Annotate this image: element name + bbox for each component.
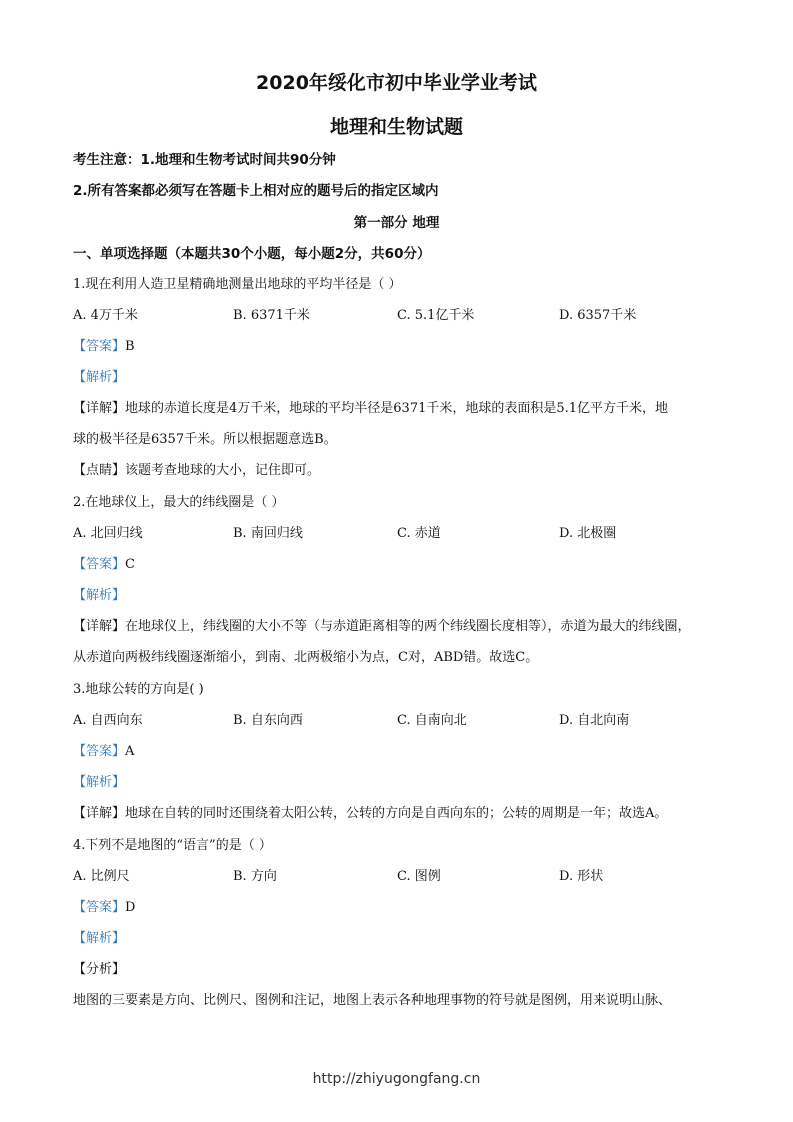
q4-fenxi-line-1: 地图的三要素是方向、比例尺、图例和注记，地图上表示各种地理事物的符号就是图例，用来说明山脉、	[73, 993, 672, 1008]
exam-title: 2020年绥化市初中毕业学业考试	[256, 72, 537, 94]
q2-option-a: A. 北回归线	[73, 526, 143, 541]
q3-option-c: C. 自南向北	[397, 713, 467, 728]
question-2: 2.在地球仪上，最大的纬线圈是（ ）	[73, 495, 285, 510]
q2-answer-value: C	[125, 557, 135, 572]
q3-answer	[73, 743, 723, 761]
q1-answer-value: B	[125, 339, 135, 354]
q2-option-d: D. 北极圈	[559, 526, 617, 541]
question-4: 4.下列不是地图的“语言”的是（ ）	[73, 838, 272, 853]
q1-option-a: A. 4万千米	[73, 308, 138, 323]
q1-detail-text-1: 地球的赤道长度是4万千米，地球的平均半径是6371千米，地球的表面积是5.1亿平方千米，地	[125, 401, 669, 416]
q2-option-b: B. 南回归线	[233, 526, 303, 541]
notice-line-2: 2.所有答案都必须写在答题卡上相对应的题号后的指定区域内	[73, 183, 439, 199]
q1-comment	[73, 462, 723, 480]
q3-option-d: D. 自北向南	[559, 713, 630, 728]
q1-option-b: B. 6371千米	[233, 308, 310, 323]
q3-analysis	[73, 774, 723, 792]
q4-option-d: D. 形状	[559, 869, 604, 884]
q3-detail-1	[73, 805, 723, 823]
section-title: 一、单项选择题（本题共30个小题，每小题2分，共60分）	[73, 246, 431, 262]
q2-detail-2: 从赤道向两极纬线圈逐渐缩小，到南、北两极缩小为点，C对，ABD错。故选C。	[73, 650, 539, 665]
answer-label: 【答案】	[73, 744, 126, 759]
q4-option-a: A. 比例尺	[73, 869, 130, 884]
answer-label: 【答案】	[73, 339, 126, 354]
q3-option-b: B. 自东向西	[233, 713, 303, 728]
part-title: 第一部分 地理	[353, 215, 440, 231]
q3-answer-value: A	[125, 744, 135, 759]
detail-label: 【详解】	[73, 806, 126, 821]
q1-detail-2: 球的极半径是6357千米。所以根据题意选B。	[73, 432, 337, 447]
footer-url: http://zhiyugongfang.cn	[312, 1071, 481, 1087]
q2-option-c: C. 赤道	[397, 526, 441, 541]
detail-label: 【详解】	[73, 401, 126, 416]
fenxi-label: 【分析】	[73, 962, 126, 977]
q4-answer	[73, 899, 723, 917]
q4-option-c: C. 图例	[397, 869, 441, 884]
analysis-label: 【解析】	[73, 588, 126, 603]
q1-option-d: D. 6357千米	[559, 308, 637, 323]
q4-fenxi-label	[73, 961, 723, 979]
q1-comment-text: 该题考查地球的大小，记住即可。	[125, 463, 321, 478]
analysis-label: 【解析】	[73, 775, 126, 790]
q2-answer	[73, 556, 723, 574]
q1-answer	[73, 338, 723, 356]
q1-analysis	[73, 369, 723, 387]
exam-subtitle: 地理和生物试题	[329, 116, 463, 138]
q1-option-c: C. 5.1亿千米	[397, 308, 475, 323]
answer-label: 【答案】	[73, 900, 126, 915]
q4-answer-value: D	[125, 900, 136, 915]
q1-detail-1	[73, 400, 723, 418]
question-3: 3.地球公转的方向是( )	[73, 682, 204, 697]
q3-option-a: A. 自西向东	[73, 713, 143, 728]
analysis-label: 【解析】	[73, 370, 126, 385]
answer-label: 【答案】	[73, 557, 126, 572]
q2-detail-1	[73, 618, 723, 636]
comment-label: 【点睛】	[73, 463, 126, 478]
q4-analysis	[73, 930, 723, 948]
q4-option-b: B. 方向	[233, 869, 277, 884]
question-1: 1.现在利用人造卫星精确地测量出地球的平均半径是（ ）	[73, 277, 402, 292]
q2-detail-text-1: 在地球仪上，纬线圈的大小不等（与赤道距离相等的两个纬线圈长度相等），赤道为最大的纬线圈，	[125, 619, 691, 634]
q2-analysis	[73, 587, 723, 605]
detail-label: 【详解】	[73, 619, 126, 634]
analysis-label: 【解析】	[73, 931, 126, 946]
notice-line-1: 考生注意：1.地理和生物考试时间共90分钟	[73, 152, 336, 168]
q3-detail-text-1: 地球在自转的同时还围绕着太阳公转，公转的方向是自西向东的；公转的周期是一年；故选A。	[125, 806, 668, 821]
